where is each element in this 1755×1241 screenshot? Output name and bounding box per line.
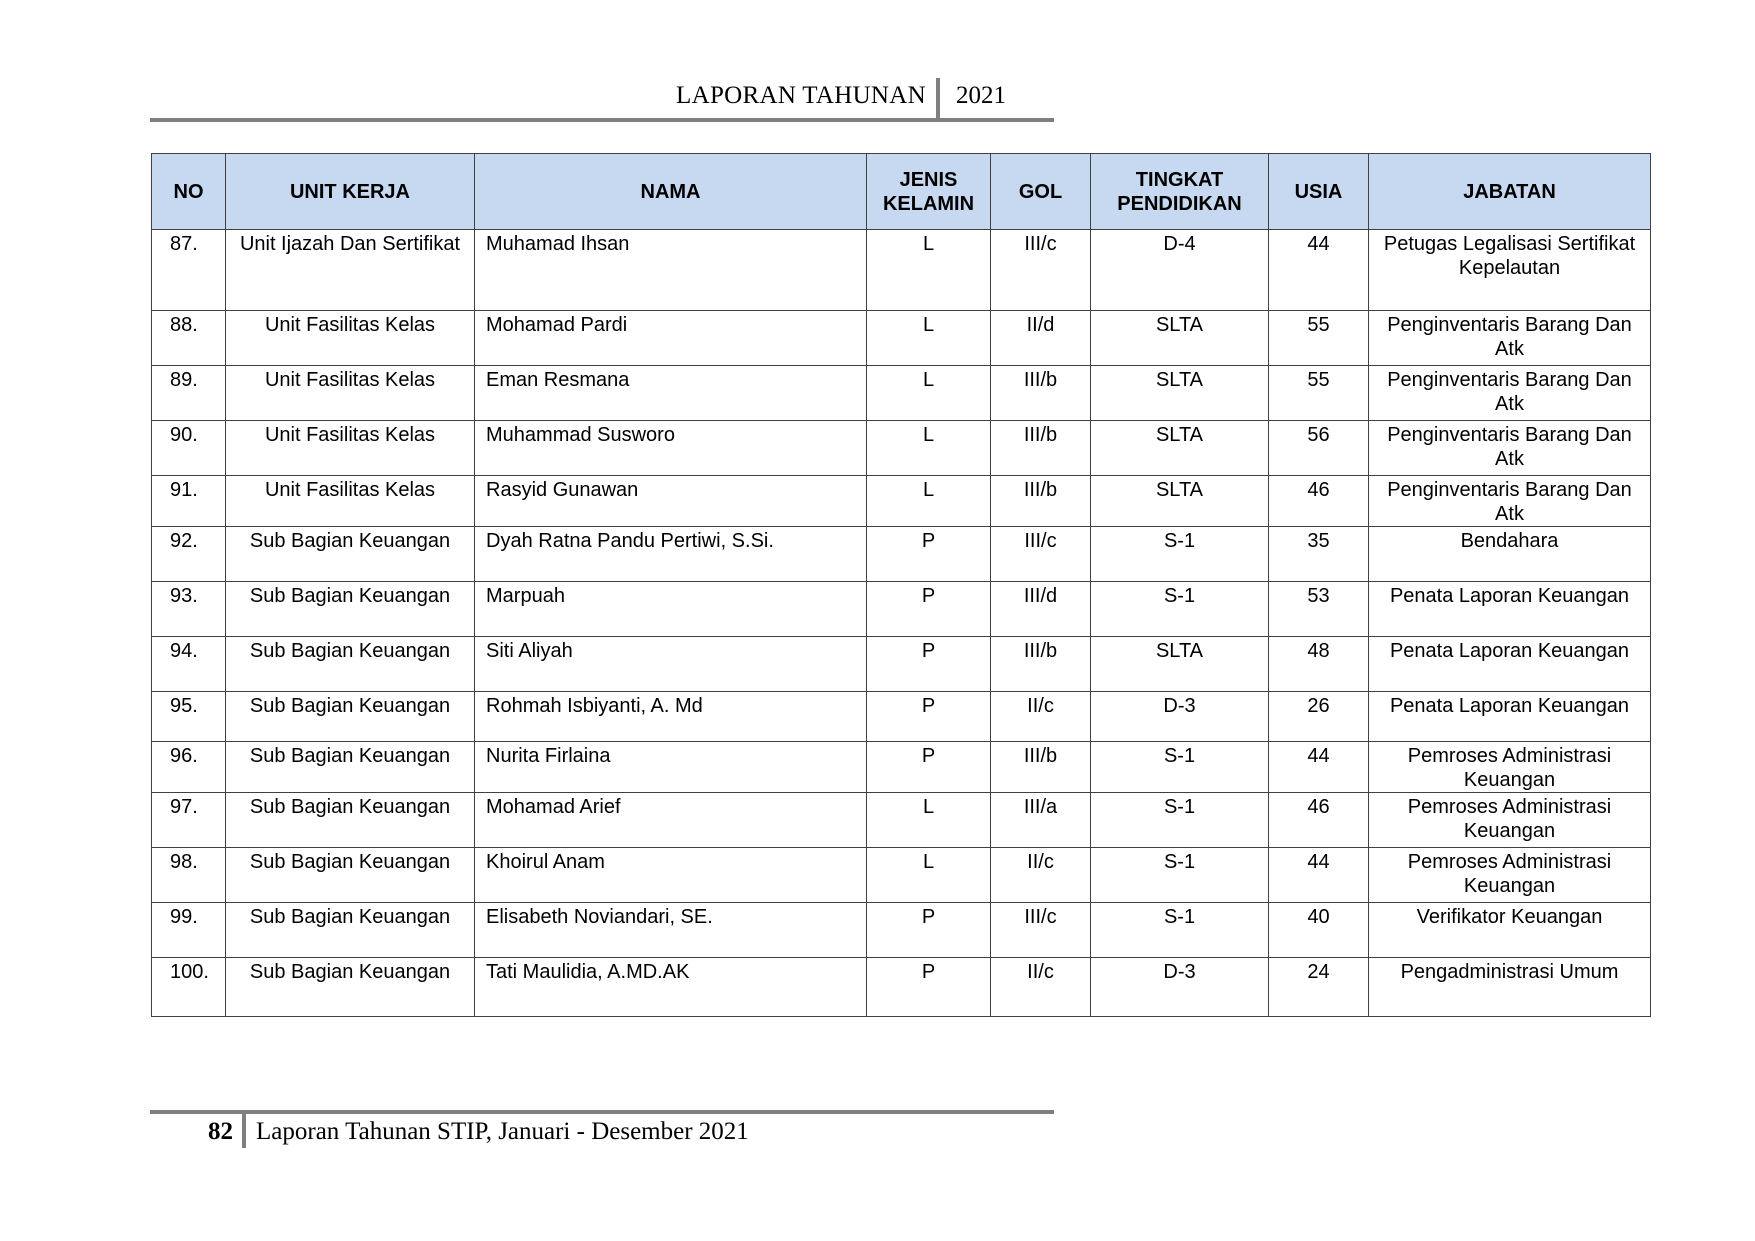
cell-usia: 24 [1269,958,1369,1017]
footer-rule [150,1110,1054,1114]
cell-no: 95. [152,692,226,742]
cell-jabatan: Pemroses Administrasi Keuangan [1369,848,1651,903]
cell-pendidikan: S-1 [1091,903,1269,958]
cell-jenis-kelamin: P [867,582,991,637]
cell-jabatan: Penginventaris Barang Dan Atk [1369,476,1651,527]
cell-gol: III/d [991,582,1091,637]
cell-nama: Khoirul Anam [475,848,867,903]
cell-jabatan: Pemroses Administrasi Keuangan [1369,742,1651,793]
cell-usia: 56 [1269,421,1369,476]
cell-unit-kerja: Sub Bagian Keuangan [226,958,475,1017]
cell-pendidikan: SLTA [1091,476,1269,527]
header-divider [936,78,940,118]
cell-jenis-kelamin: L [867,793,991,848]
cell-usia: 35 [1269,527,1369,582]
col-header-gol: GOL [991,154,1091,230]
cell-jenis-kelamin: L [867,848,991,903]
cell-no: 99. [152,903,226,958]
cell-unit-kerja: Sub Bagian Keuangan [226,903,475,958]
staff-table [151,153,1651,1017]
cell-unit-kerja: Sub Bagian Keuangan [226,848,475,903]
footer-text: Laporan Tahunan STIP, Januari - Desember 2021 [256,1118,749,1145]
table-body [152,230,1651,1017]
cell-gol: III/c [991,527,1091,582]
cell-unit-kerja: Sub Bagian Keuangan [226,793,475,848]
cell-gol: III/b [991,742,1091,793]
cell-jenis-kelamin: P [867,958,991,1017]
col-header-usia: USIA [1269,154,1369,230]
cell-gol: II/d [991,311,1091,366]
report-year: 2021 [956,82,1006,109]
cell-gol: III/c [991,903,1091,958]
page-number: 82 [208,1118,233,1145]
col-header-jenis-kelamin [867,154,991,230]
table-row [152,476,1651,527]
cell-no: 92. [152,527,226,582]
cell-usia: 44 [1269,230,1369,311]
cell-usia: 46 [1269,476,1369,527]
cell-unit-kerja: Sub Bagian Keuangan [226,527,475,582]
cell-no: 91. [152,476,226,527]
cell-jabatan: Penginventaris Barang Dan Atk [1369,311,1651,366]
table-row [152,421,1651,476]
cell-usia: 55 [1269,311,1369,366]
cell-jenis-kelamin: P [867,903,991,958]
cell-usia: 40 [1269,903,1369,958]
col-header-jenis-kelamin-label: JENIS KELAMIN [882,168,975,215]
cell-jabatan: Petugas Legalisasi Sertifikat Kepelautan [1369,230,1651,311]
report-title: LAPORAN TAHUNAN [676,82,926,109]
table-row [152,692,1651,742]
cell-jabatan: Verifikator Keuangan [1369,903,1651,958]
cell-usia: 48 [1269,637,1369,692]
cell-unit-kerja: Unit Fasilitas Kelas [226,421,475,476]
cell-jabatan: Pengadministrasi Umum [1369,958,1651,1017]
cell-gol: II/c [991,958,1091,1017]
cell-no: 87. [152,230,226,311]
cell-jenis-kelamin: P [867,637,991,692]
cell-nama: Rasyid Gunawan [475,476,867,527]
cell-nama: Elisabeth Noviandari, SE. [475,903,867,958]
cell-no: 97. [152,793,226,848]
cell-nama: Muhamad Ihsan [475,230,867,311]
table-row [152,366,1651,421]
cell-usia: 53 [1269,582,1369,637]
table-row [152,793,1651,848]
cell-gol: III/b [991,637,1091,692]
cell-nama: Siti Aliyah [475,637,867,692]
cell-unit-kerja: Sub Bagian Keuangan [226,692,475,742]
col-header-nama: NAMA [475,154,867,230]
cell-no: 89. [152,366,226,421]
col-header-tingkat-pendidikan [1091,154,1269,230]
cell-unit-kerja: Sub Bagian Keuangan [226,582,475,637]
cell-nama: Rohmah Isbiyanti, A. Md [475,692,867,742]
cell-usia: 44 [1269,848,1369,903]
table-row [152,848,1651,903]
cell-unit-kerja: Sub Bagian Keuangan [226,637,475,692]
cell-usia: 55 [1269,366,1369,421]
cell-no: 90. [152,421,226,476]
cell-jenis-kelamin: L [867,311,991,366]
cell-pendidikan: D-3 [1091,958,1269,1017]
cell-nama: Marpuah [475,582,867,637]
cell-nama: Muhammad Susworo [475,421,867,476]
cell-nama: Tati Maulidia, A.MD.AK [475,958,867,1017]
col-header-no: NO [152,154,226,230]
cell-pendidikan: SLTA [1091,637,1269,692]
cell-no: 93. [152,582,226,637]
table-row [152,903,1651,958]
col-header-jabatan: JABATAN [1369,154,1651,230]
cell-jenis-kelamin: P [867,527,991,582]
cell-unit-kerja: Unit Fasilitas Kelas [226,476,475,527]
table-row [152,311,1651,366]
staff-table-container [151,153,1650,1017]
cell-nama: Mohamad Arief [475,793,867,848]
cell-usia: 46 [1269,793,1369,848]
page-header [150,78,1054,122]
cell-gol: III/a [991,793,1091,848]
cell-no: 98. [152,848,226,903]
cell-jabatan: Penginventaris Barang Dan Atk [1369,366,1651,421]
footer-divider [242,1114,246,1148]
cell-unit-kerja: Unit Ijazah Dan Sertifikat [226,230,475,311]
cell-gol: III/b [991,421,1091,476]
cell-nama: Eman Resmana [475,366,867,421]
cell-unit-kerja: Unit Fasilitas Kelas [226,311,475,366]
cell-pendidikan: S-1 [1091,793,1269,848]
cell-jabatan: Penata Laporan Keuangan [1369,637,1651,692]
cell-jabatan: Bendahara [1369,527,1651,582]
cell-jenis-kelamin: P [867,742,991,793]
table-row [152,742,1651,793]
cell-no: 100. [152,958,226,1017]
table-row [152,527,1651,582]
cell-no: 94. [152,637,226,692]
table-header-row [152,154,1651,230]
cell-pendidikan: D-3 [1091,692,1269,742]
cell-gol: III/b [991,366,1091,421]
col-header-unit-kerja: UNIT KERJA [226,154,475,230]
cell-usia: 44 [1269,742,1369,793]
cell-jabatan: Penata Laporan Keuangan [1369,582,1651,637]
cell-nama: Nurita Firlaina [475,742,867,793]
cell-pendidikan: SLTA [1091,421,1269,476]
cell-nama: Mohamad Pardi [475,311,867,366]
cell-jabatan: Penata Laporan Keuangan [1369,692,1651,742]
cell-pendidikan: SLTA [1091,311,1269,366]
cell-gol: II/c [991,692,1091,742]
cell-unit-kerja: Unit Fasilitas Kelas [226,366,475,421]
cell-gol: III/b [991,476,1091,527]
cell-jabatan: Pemroses Administrasi Keuangan [1369,793,1651,848]
cell-no: 96. [152,742,226,793]
cell-pendidikan: S-1 [1091,527,1269,582]
cell-jenis-kelamin: L [867,476,991,527]
table-row [152,637,1651,692]
header-rule [150,118,1054,122]
table-row [152,582,1651,637]
cell-pendidikan: S-1 [1091,742,1269,793]
cell-pendidikan: D-4 [1091,230,1269,311]
cell-jabatan: Penginventaris Barang Dan Atk [1369,421,1651,476]
cell-unit-kerja: Sub Bagian Keuangan [226,742,475,793]
table-row [152,230,1651,311]
cell-jenis-kelamin: L [867,230,991,311]
cell-jenis-kelamin: L [867,421,991,476]
cell-pendidikan: S-1 [1091,582,1269,637]
cell-no: 88. [152,311,226,366]
cell-nama: Dyah Ratna Pandu Pertiwi, S.Si. [475,527,867,582]
cell-gol: III/c [991,230,1091,311]
col-header-tingkat-pendidikan-label: TINGKAT PENDIDIKAN [1117,168,1242,215]
cell-jenis-kelamin: P [867,692,991,742]
cell-usia: 26 [1269,692,1369,742]
cell-jenis-kelamin: L [867,366,991,421]
table-row [152,958,1651,1017]
cell-pendidikan: S-1 [1091,848,1269,903]
cell-gol: II/c [991,848,1091,903]
page-footer [150,1110,1054,1150]
cell-pendidikan: SLTA [1091,366,1269,421]
